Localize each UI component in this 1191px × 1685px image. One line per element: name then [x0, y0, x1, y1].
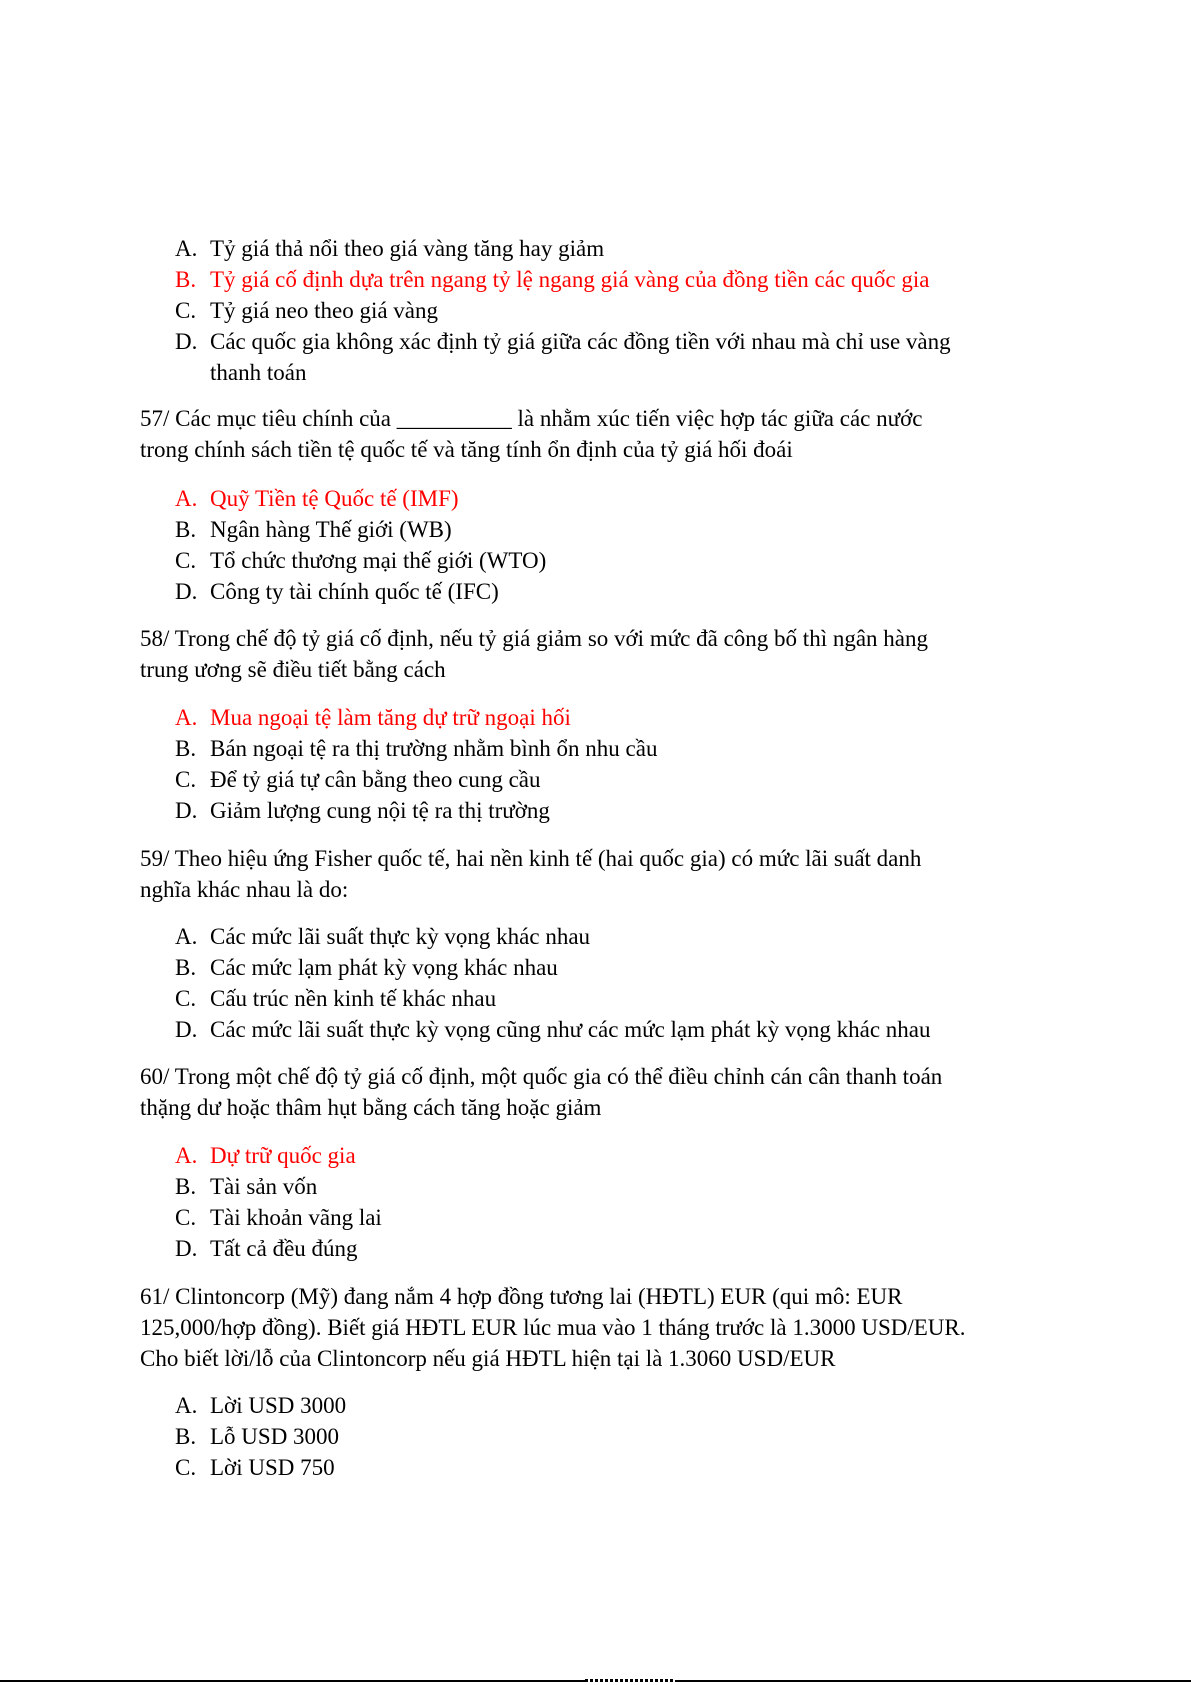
option-60-b	[140, 1171, 1060, 1202]
option-text: Ngân hàng Thế giới (WB)	[210, 517, 452, 542]
option-58-c	[140, 764, 1060, 795]
option-text: Cấu trúc nền kinh tế khác nhau	[210, 986, 497, 1011]
option-text: Để tỷ giá tự cân bằng theo cung cầu	[210, 767, 541, 792]
option-text: Tổ chức thương mại thế giới (WTO)	[210, 548, 547, 573]
option-letter: D.	[175, 798, 198, 823]
option-letter: D.	[175, 579, 198, 604]
option-57-a-answer	[140, 483, 1060, 514]
option-61-b	[140, 1421, 1060, 1452]
option-text: Lỗ USD 3000	[210, 1424, 340, 1449]
question-57-line-2: trong chính sách tiền tệ quốc tế và tăng tính ổn định của tỷ giá hối đoái	[140, 437, 793, 462]
option-60-c	[140, 1202, 1060, 1233]
option-text: thanh toán	[210, 360, 307, 385]
option-letter: A.	[175, 236, 198, 261]
option-56-a	[140, 233, 1060, 264]
option-letter: D.	[175, 329, 198, 354]
option-letter: B.	[175, 1424, 197, 1449]
option-letter: B.	[175, 267, 197, 292]
option-57-b	[140, 514, 1060, 545]
question-58-line-2: trung ương sẽ điều tiết bằng cách	[140, 657, 446, 682]
option-59-d	[140, 1014, 1060, 1045]
option-59-c	[140, 983, 1060, 1014]
question-57-line-1: 57/ Các mục tiêu chính của __________ là nhằm xúc tiến việc hợp tác giữa các nước	[140, 406, 923, 431]
question-60-line-1: 60/ Trong một chế độ tỷ giá cố định, một quốc gia có thể điều chỉnh cán cân thanh toán	[140, 1064, 943, 1089]
option-text: Bán ngoại tệ ra thị trường nhằm bình ổn nhu cầu	[210, 736, 658, 761]
question-56-options	[140, 233, 1060, 388]
option-letter: D.	[175, 1236, 198, 1261]
question-60-options	[140, 1140, 1060, 1264]
question-61-line-2: 125,000/hợp đồng). Biết giá HĐTL EUR lúc mua vào 1 tháng trước là 1.3000 USD/EUR.	[140, 1315, 966, 1340]
option-letter: C.	[175, 1205, 197, 1230]
option-60-a-answer	[140, 1140, 1060, 1171]
option-text: Tỷ giá neo theo giá vàng	[210, 298, 439, 323]
option-text: Tài khoản vãng lai	[210, 1205, 382, 1230]
option-letter: A.	[175, 924, 198, 949]
option-letter: A.	[175, 705, 198, 730]
option-text: Các mức lãi suất thực kỳ vọng cũng như các mức lạm phát kỳ vọng khác nhau	[210, 1017, 931, 1042]
option-letter: D.	[175, 1017, 198, 1042]
option-text: Công ty tài chính quốc tế (IFC)	[210, 579, 499, 604]
option-letter: A.	[175, 1393, 198, 1418]
option-60-d	[140, 1233, 1060, 1264]
option-letter: A.	[175, 486, 198, 511]
question-58-options	[140, 702, 1060, 826]
option-text: Lời USD 3000	[210, 1393, 347, 1418]
question-59	[140, 843, 1060, 905]
option-letter: B.	[175, 736, 197, 761]
question-59-line-2: nghĩa khác nhau là do:	[140, 877, 349, 902]
option-letter: C.	[175, 986, 197, 1011]
option-text: Dự trữ quốc gia	[210, 1143, 356, 1168]
question-58-line-1: 58/ Trong chế độ tỷ giá cố định, nếu tỷ giá giảm so với mức đã công bố thì ngân hàng	[140, 626, 928, 651]
option-letter: C.	[175, 1455, 197, 1480]
option-58-d	[140, 795, 1060, 826]
option-59-a	[140, 921, 1060, 952]
option-text: Tỷ giá thả nổi theo giá vàng tăng hay giảm	[210, 236, 605, 261]
page-bottom-mark	[585, 1679, 675, 1682]
option-letter: A.	[175, 1143, 198, 1168]
option-text: Các mức lạm phát kỳ vọng khác nhau	[210, 955, 558, 980]
option-text: Quỹ Tiền tệ Quốc tế (IMF)	[210, 486, 459, 511]
question-61	[140, 1281, 1060, 1374]
option-58-b	[140, 733, 1060, 764]
option-61-a	[140, 1390, 1060, 1421]
option-letter: B.	[175, 517, 197, 542]
option-text: Các quốc gia không xác định tỷ giá giữa các đồng tiền với nhau mà chỉ use vàng	[210, 329, 951, 354]
question-57	[140, 403, 1060, 465]
option-56-d	[140, 326, 1060, 357]
option-text: Tài sản vốn	[210, 1174, 318, 1199]
question-61-line-1: 61/ Clintoncorp (Mỹ) đang nắm 4 hợp đồng tương lai (HĐTL) EUR (qui mô: EUR	[140, 1284, 903, 1309]
option-text: Tỷ giá cố định dựa trên ngang tỷ lệ ngang giá vàng của đồng tiền các quốc gia	[210, 267, 930, 292]
question-59-options	[140, 921, 1060, 1045]
option-57-d	[140, 576, 1060, 607]
option-text: Giảm lượng cung nội tệ ra thị trường	[210, 798, 550, 823]
option-letter: B.	[175, 1174, 197, 1199]
option-text: Lời USD 750	[210, 1455, 335, 1480]
option-letter: C.	[175, 298, 197, 323]
option-letter: C.	[175, 548, 197, 573]
option-text: Các mức lãi suất thực kỳ vọng khác nhau	[210, 924, 591, 949]
option-text: Tất cả đều đúng	[210, 1236, 358, 1261]
question-58	[140, 623, 1060, 685]
question-57-options	[140, 483, 1060, 607]
option-56-b-answer	[140, 264, 1060, 295]
question-61-line-3: Cho biết lời/lỗ của Clintoncorp nếu giá HĐTL hiện tại là 1.3060 USD/EUR	[140, 1346, 836, 1371]
question-59-line-1: 59/ Theo hiệu ứng Fisher quốc tế, hai nền kinh tế (hai quốc gia) có mức lãi suất danh	[140, 846, 922, 871]
option-text: Mua ngoại tệ làm tăng dự trữ ngoại hối	[210, 705, 571, 730]
option-59-b	[140, 952, 1060, 983]
option-56-c	[140, 295, 1060, 326]
option-56-d-continued	[140, 357, 1060, 388]
question-60-line-2: thặng dư hoặc thâm hụt bằng cách tăng hoặc giảm	[140, 1095, 602, 1120]
option-61-c	[140, 1452, 1060, 1483]
question-61-options	[140, 1390, 1060, 1483]
option-57-c	[140, 545, 1060, 576]
question-60	[140, 1061, 1060, 1123]
option-letter: C.	[175, 767, 197, 792]
option-58-a-answer	[140, 702, 1060, 733]
option-letter: B.	[175, 955, 197, 980]
